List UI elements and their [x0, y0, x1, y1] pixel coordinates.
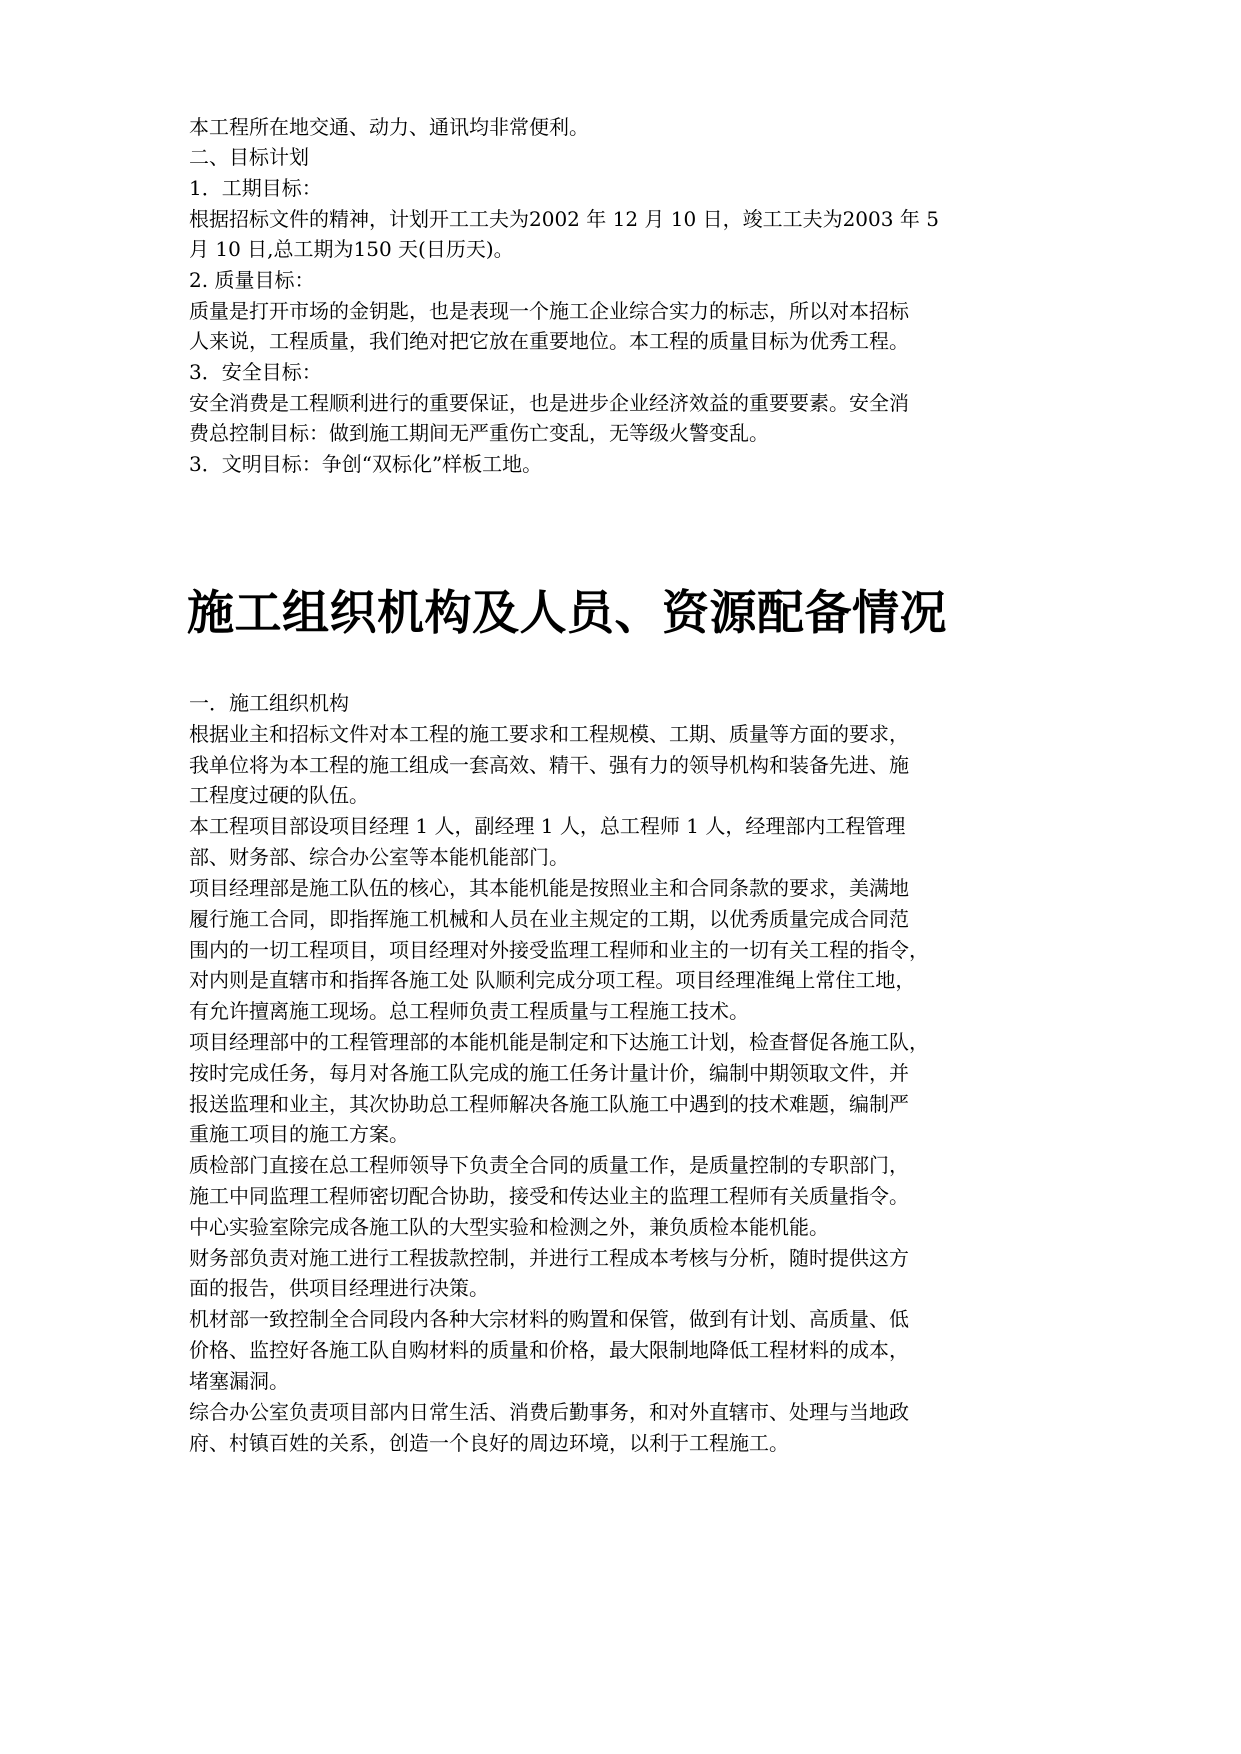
section-line: 本工程项目部设项目经理 1 人，副经理 1 人，总工程师 1 人，经理部内工程管理: [189, 814, 906, 838]
section-subheading-organization: 一．施工组织机构: [189, 691, 349, 715]
section-title: 施工组织机构及人员、资源配备情况: [187, 586, 947, 641]
section-line: 中心实验室除完成各施工队的大型实验和检测之外，兼负质检本能机能。: [189, 1215, 829, 1239]
intro-subheading-schedule: 1．工期目标：: [189, 176, 322, 200]
section-line: 质检部门直接在总工程师领导下负责全合同的质量工作，是质量控制的专职部门，: [189, 1153, 909, 1177]
section-line: 府、村镇百姓的关系，创造一个良好的周边环境，以利于工程施工。: [189, 1431, 789, 1455]
section-line: 围内的一切工程项目，项目经理对外接受监理工程师和业主的一切有关工程的指令，: [189, 938, 929, 962]
section-line: 综合办公室负责项目部内日常生活、消费后勤事务，和对外直辖市、处理与当地政: [189, 1400, 909, 1424]
section-line: 机材部一致控制全合同段内各种大宗材料的购置和保管，做到有计划、高质量、低: [189, 1307, 909, 1331]
intro-line: 月 10 日,总工期为150 天(日历天)。: [189, 237, 514, 261]
section-line: 履行施工合同，即指挥施工机械和人员在业主规定的工期，以优秀质量完成合同范: [189, 907, 909, 931]
section-line: 有允许擅离施工现场。总工程师负责工程质量与工程施工技术。: [189, 999, 749, 1023]
section-line: 对内则是直辖市和指挥各施工处 队顺利完成分项工程。项目经理准绳上常住工地，: [189, 968, 916, 992]
intro-line: 质量是打开市场的金钥匙，也是表现一个施工企业综合实力的标志，所以对本招标: [189, 299, 909, 323]
section-line: 工程度过硬的队伍。: [189, 783, 369, 807]
intro-line: 费总控制目标：做到施工期间无严重伤亡变乱，无等级火警变乱。: [189, 421, 769, 445]
intro-subheading-safety: 3．安全目标：: [189, 360, 322, 384]
intro-line: 本工程所在地交通、动力、通讯均非常便利。: [189, 115, 589, 139]
intro-heading-target-plan: 二、目标计划: [189, 145, 309, 169]
intro-line: 根据招标文件的精神，计划开工工夫为2002 年 12 月 10 日，竣工工夫为2003 年 5: [189, 207, 939, 231]
section-line: 我单位将为本工程的施工组成一套高效、精干、强有力的领导机构和装备先进、施: [189, 753, 909, 777]
section-line: 部、财务部、综合办公室等本能机能部门。: [189, 845, 569, 869]
section-line: 堵塞漏洞。: [189, 1369, 289, 1393]
section-line: 财务部负责对施工进行工程拔款控制，并进行工程成本考核与分析，随时提供这方: [189, 1246, 909, 1270]
section-line: 报送监理和业主，其次协助总工程师解决各施工队施工中遇到的技术难题，编制严: [189, 1092, 909, 1116]
section-line: 重施工项目的施工方案。: [189, 1122, 409, 1146]
section-line: 项目经理部是施工队伍的核心，其本能机能是按照业主和合同条款的要求，美满地: [189, 876, 909, 900]
section-line: 项目经理部中的工程管理部的本能机能是制定和下达施工计划，检查督促各施工队，: [189, 1030, 929, 1054]
intro-line: 安全消费是工程顺利进行的重要保证，也是进步企业经济效益的重要要素。安全消: [189, 391, 909, 415]
intro-line: 人来说，工程质量，我们绝对把它放在重要地位。本工程的质量目标为优秀工程。: [189, 329, 909, 353]
section-line: 施工中同监理工程师密切配合协助，接受和传达业主的监理工程师有关质量指令。: [189, 1184, 909, 1208]
section-line: 面的报告，供项目经理进行决策。: [189, 1276, 489, 1300]
section-line: 按时完成任务，每月对各施工队完成的施工任务计量计价，编制中期领取文件，并: [189, 1061, 909, 1085]
intro-subheading-quality: 2. 质量目标：: [189, 268, 315, 292]
section-line: 根据业主和招标文件对本工程的施工要求和工程规模、工期、质量等方面的要求，: [189, 722, 909, 746]
intro-subheading-civilization: 3．文明目标：争创“双标化”样板工地。: [189, 452, 543, 476]
section-line: 价格、监控好各施工队自购材料的质量和价格，最大限制地降低工程材料的成本，: [189, 1338, 909, 1362]
